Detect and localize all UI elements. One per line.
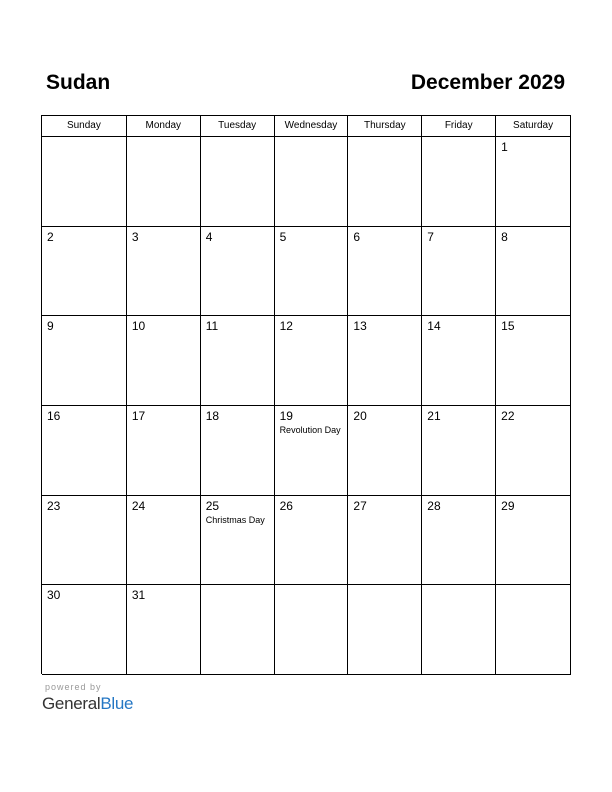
day-number: 3: [131, 229, 139, 244]
weekday-monday: Monday: [127, 116, 201, 137]
day-number: 16: [47, 408, 61, 423]
day-cell: [275, 406, 349, 496]
day-number: 29: [501, 498, 515, 513]
week-row-2: [42, 227, 571, 317]
weekday-wednesday: Wednesday: [275, 116, 349, 137]
calendar-grid: [41, 115, 571, 674]
country-title: Sudan: [46, 71, 111, 94]
day-cell: [496, 316, 571, 406]
day-cell: [348, 316, 422, 406]
day-cell: [201, 227, 275, 317]
day-cell: [275, 137, 349, 227]
day-cell: [127, 316, 201, 406]
day-number: 22: [501, 408, 515, 423]
day-number: 17: [131, 408, 146, 423]
week-row-5: [42, 496, 571, 586]
day-number: 20: [353, 408, 367, 423]
powered-by-label: powered by: [45, 682, 102, 692]
day-number: 19: [279, 408, 293, 423]
day-cell: [422, 316, 496, 406]
day-cell: [422, 585, 496, 675]
day-cell: [201, 137, 275, 227]
day-number: 14: [427, 319, 441, 334]
day-cell: [42, 227, 127, 317]
brand-blue-text: Blue: [100, 694, 134, 713]
day-number: 7: [427, 229, 434, 244]
weekday-header-row: [42, 116, 571, 137]
day-number: 26: [279, 498, 293, 513]
day-number: 1: [501, 140, 508, 154]
day-cell: [275, 316, 349, 406]
month-year-title: December 2029: [410, 71, 565, 94]
day-number: 11: [205, 319, 219, 334]
day-cell: [127, 406, 201, 496]
day-number: 30: [47, 588, 61, 603]
day-cell: [42, 316, 127, 406]
day-cell: [127, 137, 201, 227]
day-number: 8: [501, 229, 508, 244]
day-number: 27: [353, 498, 367, 513]
day-cell: [422, 496, 496, 586]
generalblue-logo[interactable]: [42, 693, 133, 715]
day-number: 15: [501, 319, 515, 334]
day-cell: [496, 585, 571, 675]
day-cell: [201, 316, 275, 406]
week-row-1: [42, 137, 571, 227]
day-cell: [127, 585, 201, 675]
day-cell: [496, 496, 571, 586]
day-cell: [348, 496, 422, 586]
brand-general-text: General: [42, 694, 101, 713]
day-cell: [496, 137, 571, 227]
day-number: 21: [427, 408, 441, 423]
day-number: 10: [131, 319, 146, 334]
day-number: 18: [205, 408, 220, 423]
day-cell: [348, 585, 422, 675]
day-cell: [422, 406, 496, 496]
day-cell: [348, 406, 422, 496]
week-row-3: [42, 316, 571, 406]
week-row-4: [42, 406, 571, 496]
week-row-6: [42, 585, 571, 675]
day-cell: [422, 137, 496, 227]
day-number: 12: [279, 319, 293, 334]
holiday-label: Revolution Day: [279, 424, 341, 435]
weekday-friday: Friday: [422, 116, 496, 137]
day-cell: [275, 227, 349, 317]
holiday-label: Christmas Day: [205, 514, 265, 525]
day-number: 23: [47, 498, 61, 513]
weekday-thursday: Thursday: [348, 116, 422, 137]
day-cell: [42, 585, 127, 675]
day-cell: [348, 137, 422, 227]
day-cell: [42, 496, 127, 586]
day-cell: [201, 406, 275, 496]
day-number: 31: [131, 588, 146, 603]
day-number: 2: [47, 229, 54, 244]
day-cell: [201, 496, 275, 586]
day-number: 4: [205, 229, 213, 244]
day-cell: [42, 137, 127, 227]
weekday-sunday: Sunday: [42, 116, 127, 137]
weekday-saturday: Saturday: [496, 116, 571, 137]
day-cell: [275, 585, 349, 675]
day-number: 6: [353, 229, 361, 244]
day-cell: [496, 227, 571, 317]
weekday-tuesday: Tuesday: [201, 116, 275, 137]
day-number: 28: [427, 498, 441, 513]
day-cell: [496, 406, 571, 496]
day-cell: [201, 585, 275, 675]
day-number: 9: [47, 319, 54, 334]
day-number: 24: [131, 498, 146, 513]
day-cell: [127, 227, 201, 317]
day-cell: [422, 227, 496, 317]
day-cell: [127, 496, 201, 586]
day-number: 25: [205, 498, 220, 513]
day-cell: [42, 406, 127, 496]
day-number: 5: [279, 229, 287, 244]
day-number: 13: [353, 319, 367, 334]
day-cell: [275, 496, 349, 586]
day-cell: [348, 227, 422, 317]
